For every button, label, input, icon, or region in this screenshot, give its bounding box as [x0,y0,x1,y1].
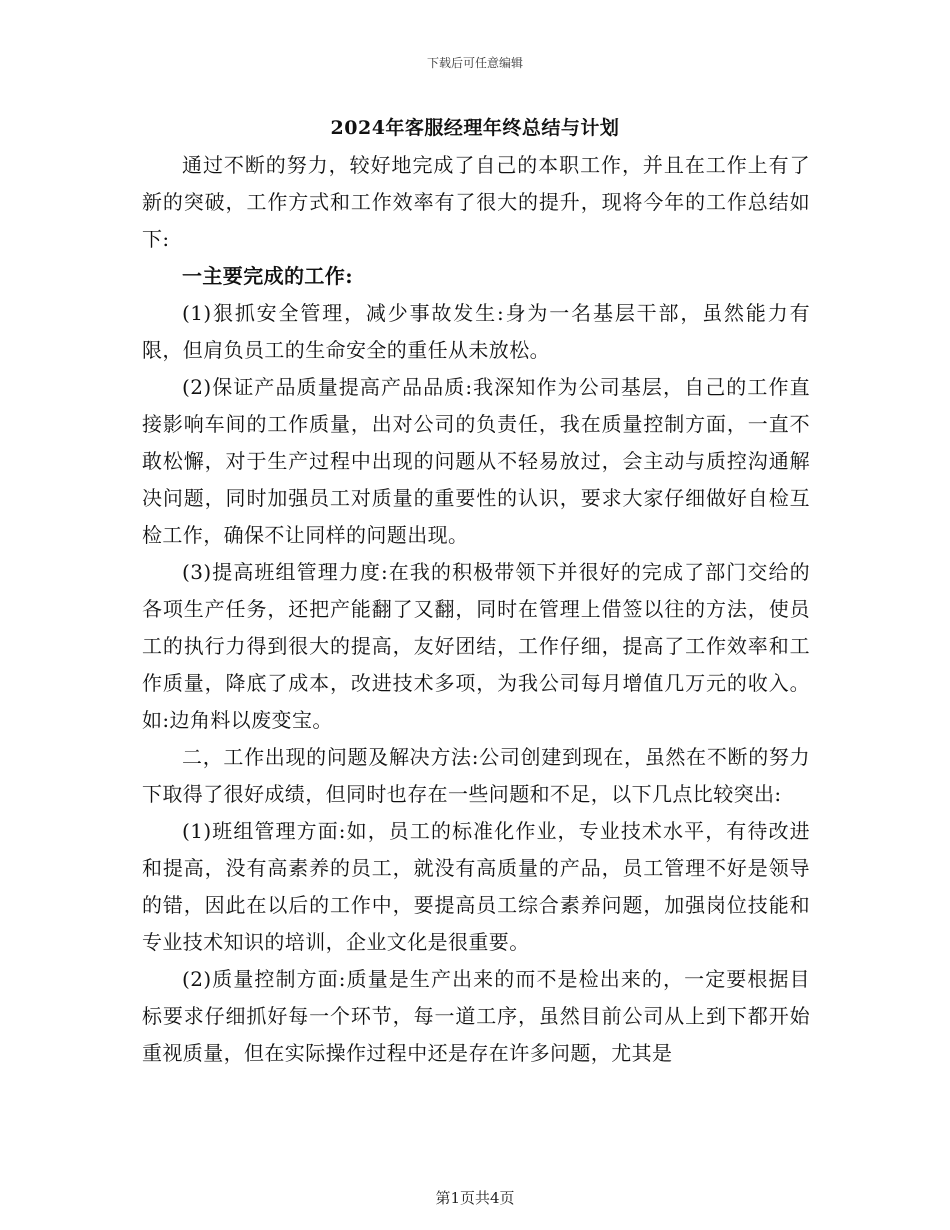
paragraph-team-issues: (1)班组管理方面:如，员工的标准化作业，专业技术水平，有待改进和提高，没有高素养的员工，就没有高质量的产品，员工管理不好是领导的错，因此在以后的工作中，要提高员工综合素养问题，加强岗位技能和专业技术知识的培训，企业文化是很重要。 [142,819,810,954]
document-body [142,147,810,1072]
document-title: 2024年客服经理年终总结与计划 [330,117,620,139]
paragraph-team-management: (3)提高班组管理力度:在我的积极带领下并很好的完成了部门交给的各项生产任务，还把产能翻了又翻，同时在管理上借签以往的方法，使员工的执行力得到很大的提高，友好团结，工作仔细，提高了工作效率和工作质量，降底了成本，改进技术多项，为我公司每月增值几万元的收入。如:边角料以废变宝。 [142,560,810,732]
paragraph-quality-assurance: (2)保证产品质量提高产品品质:我深知作为公司基层，自己的工作直接影响车间的工作质量，出对公司的负责任，我在质量控制方面，一直不敢松懈，对于生产过程中出现的问题从不轻易放过，会主动与质控沟通解决问题，同时加强员工对质量的重要性的认识，要求大家仔细做好自检互检工作，确保不让同样的问题出现。 [142,375,810,547]
intro-paragraph: 通过不断的努力，较好地完成了自己的本职工作，并且在工作上有了新的突破，工作方式和工作效率有了很大的提升，现将今年的工作总结如下: [142,153,810,251]
page-number: 第1页共4页 [435,1189,515,1207]
paragraph-safety-management: (1)狠抓安全管理，减少事故发生:身为一名基层干部，虽然能力有限，但肩负员工的生命安全的重任从未放松。 [142,301,810,362]
paragraph-quality-control: (2)质量控制方面:质量是生产出来的而不是检出来的，一定要根据目标要求仔细抓好每一个环节，每一道工序，虽然目前公司从上到下都开始重视质量，但在实际操作过程中还是存在许多问题，尤其是 [142,967,810,1065]
header-note: 下载后可任意编辑 [426,56,523,70]
paragraph-problems-intro: 二，工作出现的问题及解决方法:公司创建到现在，虽然在不断的努力下取得了很好成绩，但同时也存在一些问题和不足，以下几点比较突出: [142,745,810,806]
section-heading-main-work: 一主要完成的工作: [182,264,353,288]
